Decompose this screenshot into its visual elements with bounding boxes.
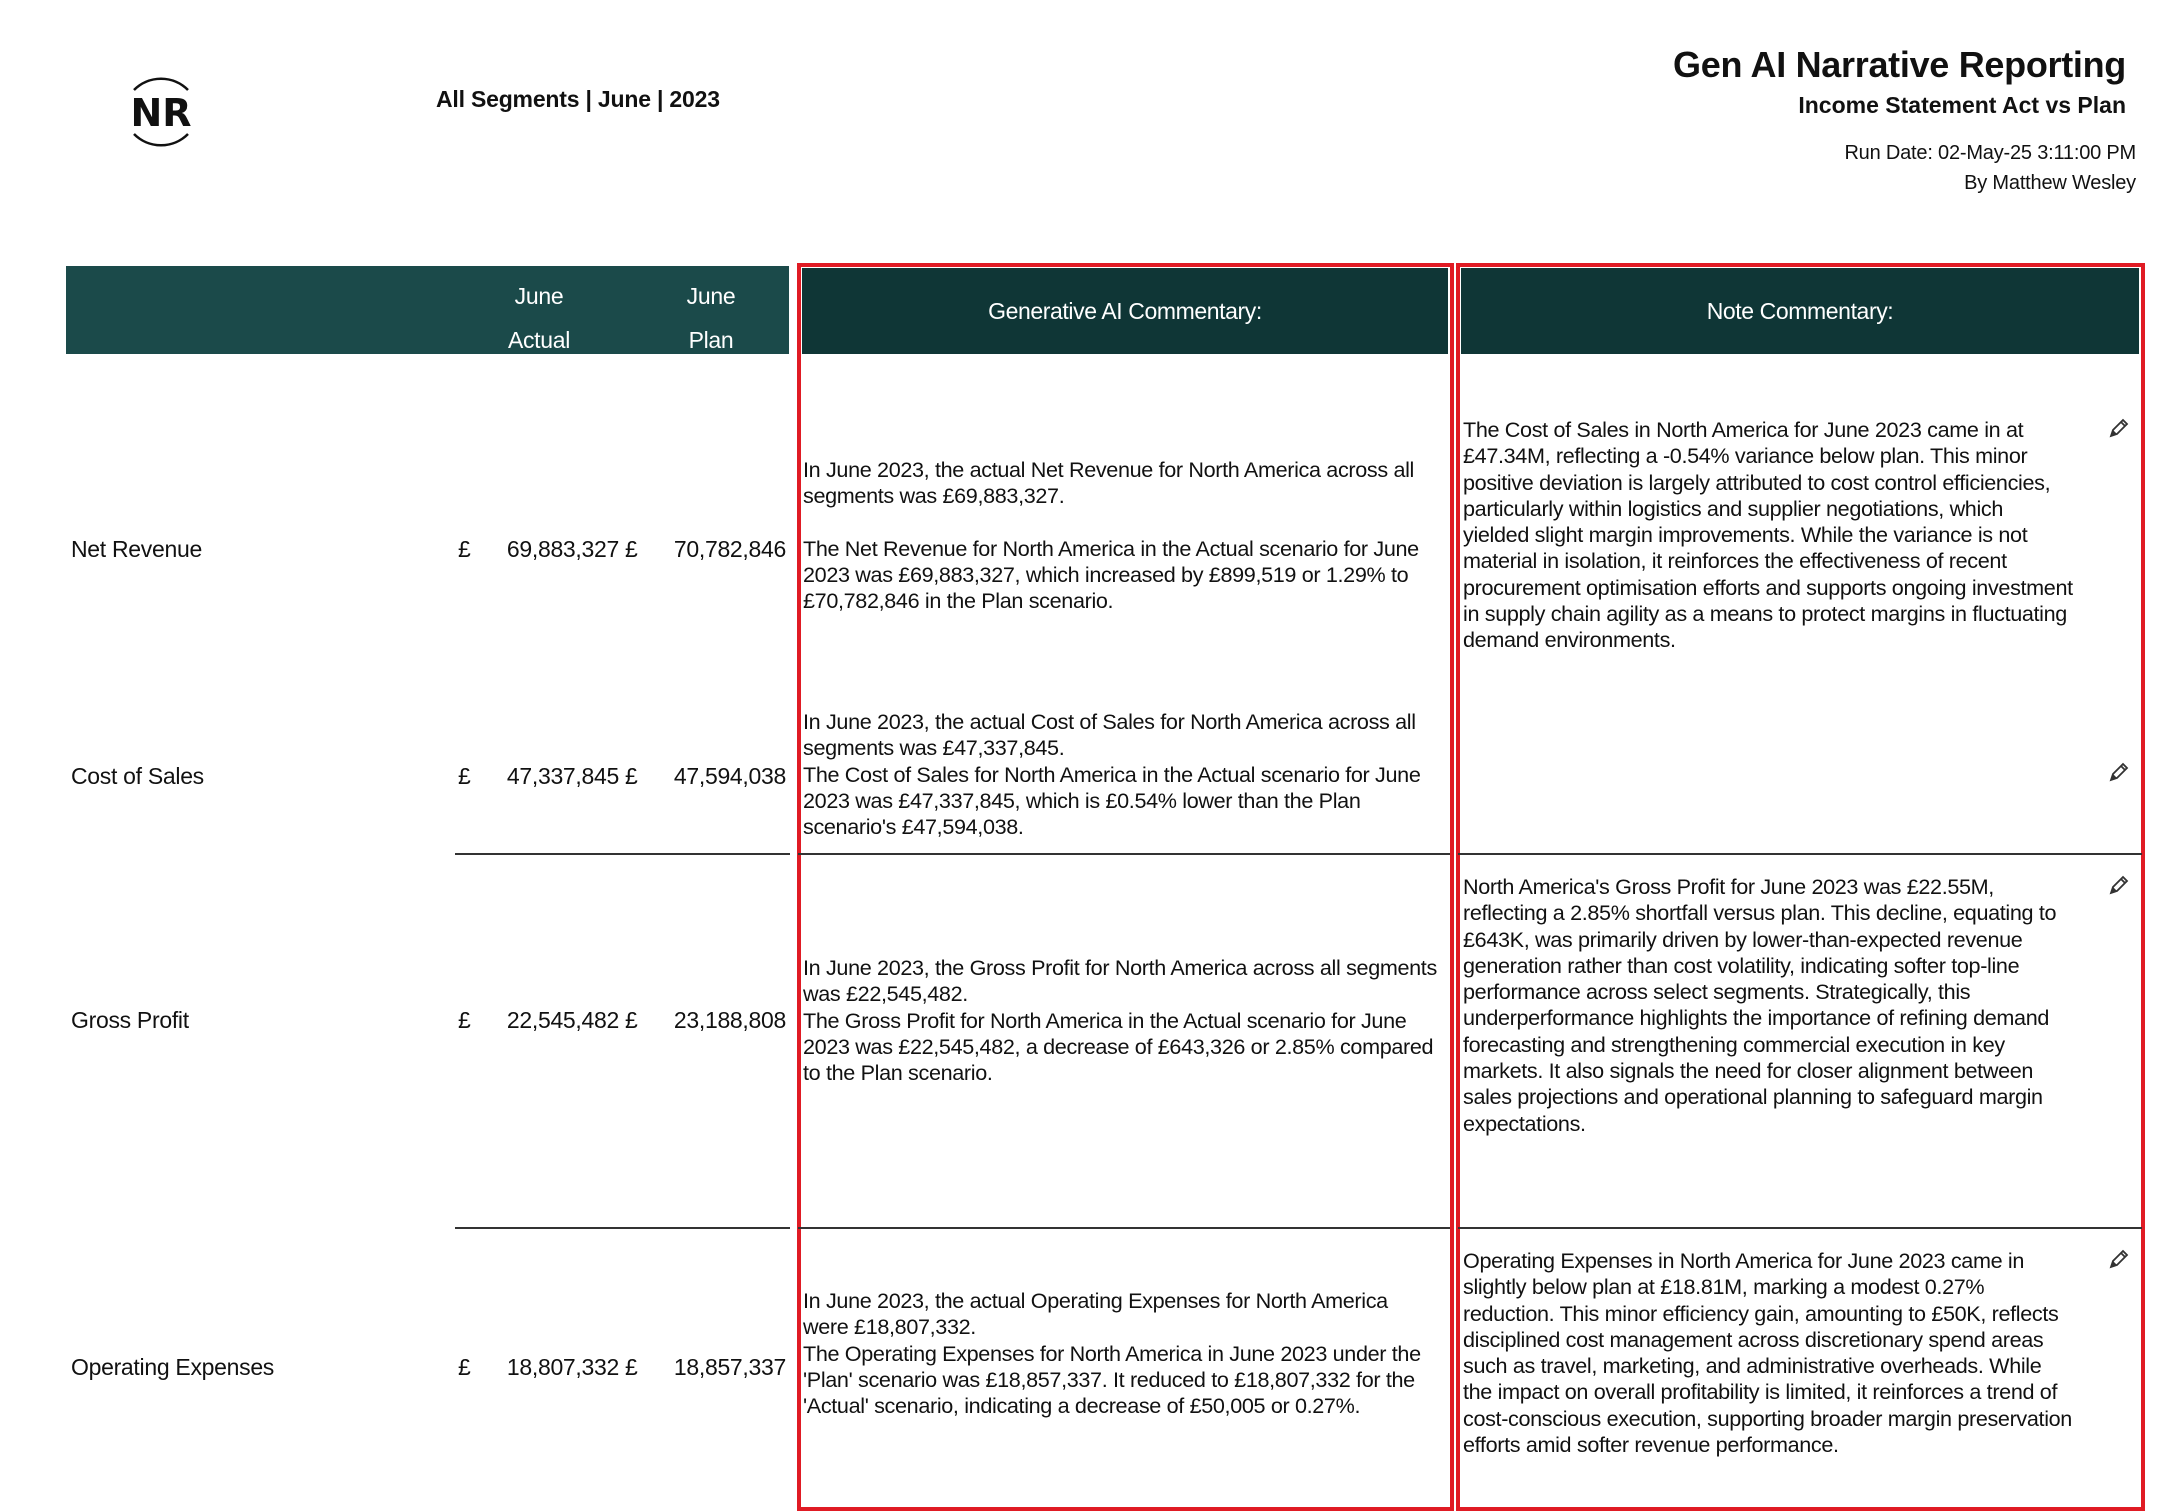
nr-logo-icon <box>112 68 210 156</box>
actual-value: 22,545,482 <box>506 1007 619 1033</box>
row-divider <box>455 853 790 855</box>
plan-value: 23,188,808 <box>673 1007 786 1033</box>
actual-value: 69,883,327 <box>506 536 619 562</box>
column-header-ai-commentary: Generative AI Commentary: <box>802 268 1448 354</box>
plan-value: 70,782,846 <box>673 536 786 562</box>
currency-symbol: £ <box>458 763 471 789</box>
row-divider <box>1458 853 2142 855</box>
column-header-june-plan: June Plan <box>686 283 736 353</box>
currency-symbol: £ <box>625 1354 638 1380</box>
row-label-operating-expenses: Operating Expenses <box>71 1354 275 1380</box>
ai-commentary-cost-of-sales: In June 2023, the actual Cost of Sales for North America across all segments was £47,337,845. The Cost of Sales for North America in the Actual scenario for June 2023 was £47,337,845, which is £0.54% lower than the Plan scenario's £47,594,038. <box>803 709 1421 840</box>
run-author: By Matthew Wesley <box>1964 172 2136 194</box>
note-commentary-gross-profit[interactable]: North America's Gross Profit for June 2023 was £22.55M, reflecting a 2.85% shortfall versus plan. This decline, equating to £643K, was primarily driven by lower-than-expected revenue generation rather than cost volatility, indicating softer top-line performance across select segments. Strategically, this underperformance highlights the importance of refining demand forecasting and strengthening commercial execution in key markets. It also signals the need for closer alignment between sales projections and operational planning to safeguard margin expectations. <box>1463 874 2057 1136</box>
segment-filter-label: All Segments | June | 2023 <box>436 86 720 112</box>
pencil-icon[interactable] <box>2108 417 2130 439</box>
pencil-icon[interactable] <box>2108 761 2130 783</box>
ai-commentary-net-revenue: In June 2023, the actual Net Revenue for North America across all segments was £69,883,327. The Net Revenue for North America in the Actual scenario for June 2023 was £69,883,327, which increased by £899,519 or 1.29% to £70,782,846 in the Plan scenario. <box>803 457 1419 614</box>
logo-text: NR <box>130 91 192 135</box>
column-header-june-actual: June Actual <box>507 283 571 353</box>
currency-symbol: £ <box>458 1354 471 1380</box>
note-commentary-net-revenue[interactable]: The Cost of Sales in North America for June 2023 came in at £47.34M, reflecting a -0.54% variance below plan. This minor positive deviation is largely attributed to cost control efficiencies, particularly within logistics and supplier negotiations, which yielded slight margin improvements. While the variance is not material in isolation, it reinforces the effectiveness of recent procurement optimisation efforts and supports ongoing investment in supply chain agility as a means to protect margins in fluctuating demand environments. <box>1463 417 2073 653</box>
plan-value: 47,594,038 <box>673 763 786 789</box>
table-header-values <box>66 266 789 354</box>
ai-commentary-gross-profit: In June 2023, the Gross Profit for North America across all segments was £22,545,482. The Gross Profit for North America in the Actual scenario for June 2023 was £22,545,482, a decrease of £643,326 or 2.85% compared to the Plan scenario. <box>803 955 1437 1086</box>
row-divider <box>798 853 1450 855</box>
row-label-net-revenue: Net Revenue <box>71 536 202 562</box>
row-divider <box>798 1227 1450 1229</box>
note-commentary-operating-expenses[interactable]: Operating Expenses in North America for June 2023 came in slightly below plan at £18.81M, marking a modest 0.27% reduction. This minor efficiency gain, amounting to £50K, reflects disciplined cost management across discretionary spend areas such as travel, marketing, and administrative overheads. While the impact on overall profitability is limited, it reinforces a trend of cost-conscious execution, supporting broader margin preservation efforts amid softer revenue performance. <box>1463 1248 2072 1458</box>
column-header-note-commentary: Note Commentary: <box>1461 268 2139 354</box>
run-date: Run Date: 02-May-25 3:11:00 PM <box>1844 142 2136 164</box>
pencil-icon[interactable] <box>2108 1248 2130 1270</box>
run-info <box>1844 138 2136 198</box>
actual-value: 47,337,845 <box>506 763 619 789</box>
currency-symbol: £ <box>625 536 638 562</box>
currency-symbol: £ <box>458 1007 471 1033</box>
row-divider <box>455 1227 790 1229</box>
report-title: Gen AI Narrative Reporting <box>1673 44 2126 85</box>
pencil-icon[interactable] <box>2108 874 2130 896</box>
currency-symbol: £ <box>625 1007 638 1033</box>
row-divider <box>1458 1227 2142 1229</box>
row-label-gross-profit: Gross Profit <box>71 1007 189 1033</box>
currency-symbol: £ <box>458 536 471 562</box>
plan-value: 18,857,337 <box>673 1354 786 1380</box>
currency-symbol: £ <box>625 763 638 789</box>
report-subtitle: Income Statement Act vs Plan <box>1798 92 2126 118</box>
row-label-cost-of-sales: Cost of Sales <box>71 763 204 789</box>
actual-value: 18,807,332 <box>506 1354 619 1380</box>
report-title-block <box>1673 44 2126 119</box>
ai-commentary-operating-expenses: In June 2023, the actual Operating Expenses for North America were £18,807,332. The Operating Expenses for North America in June 2023 under the 'Plan' scenario was £18,857,337. It reduced to £18,807,332 for the 'Actual' scenario, indicating a decrease of £50,005 or 0.27%. <box>803 1288 1421 1419</box>
